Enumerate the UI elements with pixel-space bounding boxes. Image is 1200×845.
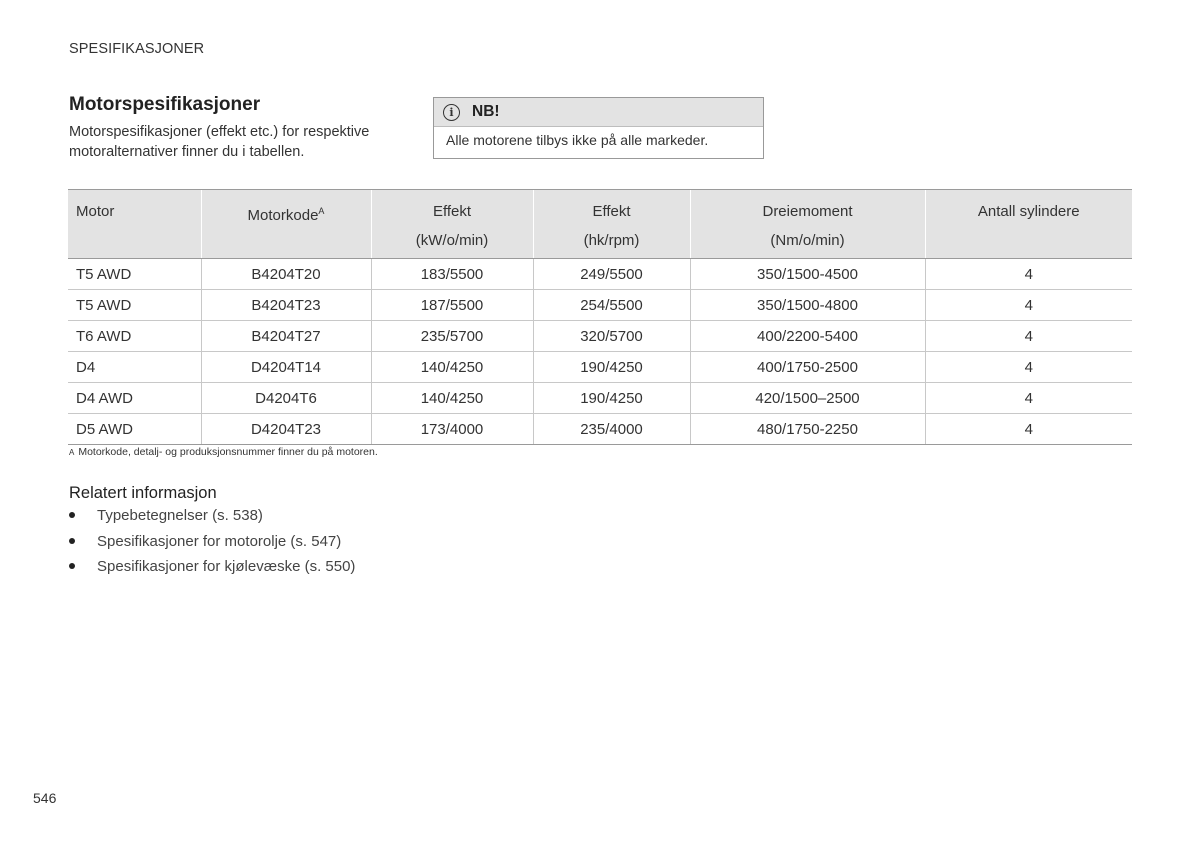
- table-cell: 254/5500: [533, 290, 690, 321]
- related-link-text[interactable]: Spesifikasjoner for kjølevæske (s. 550): [97, 558, 356, 575]
- bullet-icon: [69, 512, 75, 518]
- column-header-line2: (kW/o/min): [415, 232, 489, 249]
- table-cell: D4204T14: [201, 352, 371, 383]
- table-cell: 4: [925, 321, 1132, 352]
- table-cell: D4204T6: [201, 383, 371, 414]
- section-heading: Motorspesifikasjoner: [69, 94, 261, 115]
- related-list: [69, 503, 355, 580]
- table-cell: B4204T20: [201, 259, 371, 290]
- table-cell: 190/4250: [533, 383, 690, 414]
- table-header-row: [68, 190, 1132, 259]
- table-cell: 480/1750-2250: [690, 414, 925, 445]
- table-cell: 420/1500–2500: [690, 383, 925, 414]
- table-row: [68, 321, 1132, 352]
- related-link[interactable]: [69, 554, 355, 580]
- table-cell: 400/1750-2500: [690, 352, 925, 383]
- footnote-marker: A: [318, 206, 325, 216]
- table-cell: 4: [925, 352, 1132, 383]
- engine-spec-table: [68, 189, 1132, 445]
- table-cell: 183/5500: [371, 259, 533, 290]
- note-box: [433, 97, 764, 159]
- table-row: [68, 259, 1132, 290]
- column-header-line1: Motor: [76, 203, 115, 220]
- table-cell: 235/4000: [533, 414, 690, 445]
- table-cell: 187/5500: [371, 290, 533, 321]
- column-header-line2: (Nm/o/min): [770, 232, 845, 249]
- page-number: 546: [33, 790, 57, 806]
- related-link[interactable]: [69, 529, 355, 555]
- column-header: [925, 190, 1132, 259]
- table-cell: 350/1500-4800: [690, 290, 925, 321]
- table-cell: 400/2200-5400: [690, 321, 925, 352]
- info-icon: i: [443, 104, 460, 121]
- table-cell: T5 AWD: [68, 290, 201, 321]
- related-link[interactable]: [69, 503, 355, 529]
- intro-text: Motorspesifikasjoner (effekt etc.) for respektive motoralternativer finner du i tabellen.: [69, 124, 370, 160]
- table-cell: T5 AWD: [68, 259, 201, 290]
- footnote-text: Motorkode, detalj- og produksjonsnummer finner du på motoren.: [78, 446, 378, 458]
- note-title: NB!: [472, 103, 500, 120]
- table-body: [68, 259, 1132, 445]
- table-cell: 4: [925, 290, 1132, 321]
- bullet-icon: [69, 538, 75, 544]
- column-header: [690, 190, 925, 259]
- bullet-icon: [69, 563, 75, 569]
- related-heading: Relatert informasjon: [69, 484, 217, 502]
- table-cell: T6 AWD: [68, 321, 201, 352]
- column-header-line1: Antall sylindere: [977, 203, 1080, 220]
- column-header-line1: Effekt: [592, 203, 631, 220]
- table-cell: 350/1500-4500: [690, 259, 925, 290]
- table-cell: 4: [925, 259, 1132, 290]
- footnote-marker: A: [69, 448, 75, 457]
- related-link-text[interactable]: Typebetegnelser (s. 538): [97, 507, 263, 524]
- table-row: [68, 414, 1132, 445]
- table-cell: 140/4250: [371, 352, 533, 383]
- related-link-text[interactable]: Spesifikasjoner for motorolje (s. 547): [97, 532, 342, 550]
- column-header: [68, 190, 201, 259]
- table-cell: D4: [68, 352, 201, 383]
- table-footnote: [69, 446, 378, 458]
- table-cell: 173/4000: [371, 414, 533, 445]
- table-row: [68, 290, 1132, 321]
- column-header-line1: Effekt: [432, 203, 472, 220]
- table-cell: 190/4250: [533, 352, 690, 383]
- intro-section: [69, 94, 409, 162]
- running-header: SPESIFIKASJONER: [69, 41, 205, 57]
- column-header-line1: Dreiemoment: [762, 203, 853, 220]
- table-cell: D4204T23: [201, 414, 371, 445]
- table-cell: 140/4250: [371, 383, 533, 414]
- table-cell: 320/5700: [533, 321, 690, 352]
- column-header: [201, 190, 371, 259]
- note-text: Alle motorene tilbys ikke på alle markeder.: [446, 132, 709, 148]
- table-cell: 4: [925, 414, 1132, 445]
- column-header: [533, 190, 690, 259]
- table-cell: D5 AWD: [68, 414, 201, 445]
- table-cell: B4204T23: [201, 290, 371, 321]
- column-header-line2: (hk/rpm): [583, 232, 640, 249]
- table-cell: D4 AWD: [68, 383, 201, 414]
- column-header: [371, 190, 533, 259]
- table-cell: 235/5700: [371, 321, 533, 352]
- column-header-line1: Motorkode: [247, 207, 319, 224]
- table-row: [68, 383, 1132, 414]
- table-cell: 249/5500: [533, 259, 690, 290]
- table-row: [68, 352, 1132, 383]
- table-cell: B4204T27: [201, 321, 371, 352]
- table-cell: 4: [925, 383, 1132, 414]
- related-info-section: [69, 484, 355, 580]
- note-header: [434, 98, 763, 127]
